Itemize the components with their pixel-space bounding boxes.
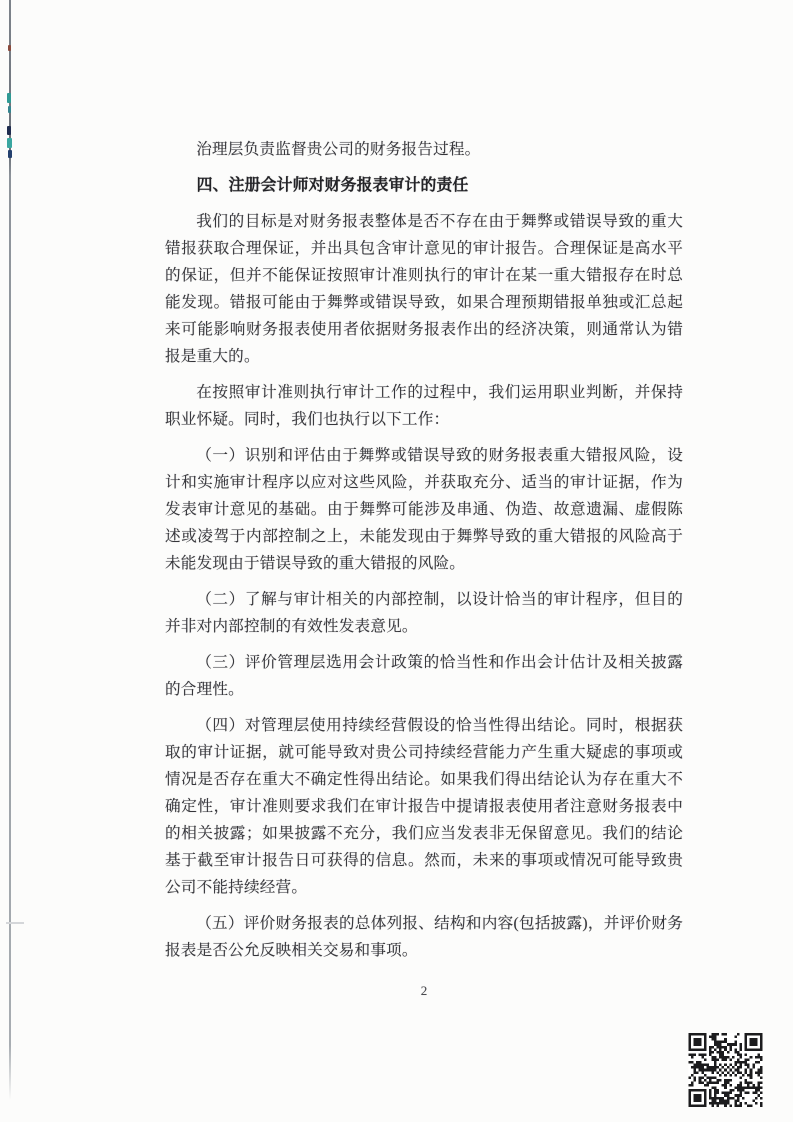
scan-speck xyxy=(8,150,12,158)
document-body xyxy=(165,136,683,973)
scan-speck xyxy=(7,138,12,148)
list-item-4: （四）对管理层使用持续经营假设的恰当性得出结论。同时，根据获取的审计证据，就可能导致对贵公司持续经营能力产生重大疑虑的事项或情况是否存在重大不确定性得出结论。如果我们得出结论认为存在重大不确定性，审计准则要求我们在审计报告中提请报表使用者注意财务报表中的相关披露；如果披露不充分，我们应当发表非无保留意见。我们的结论基于截至审计报告日可获得的信息。然而，未来的事项或情况可能导致贵公司不能持续经营。 xyxy=(165,717,683,896)
list-item-3: （三）评价管理层选用会计政策的恰当性和作出会计估计及相关披露的合理性。 xyxy=(165,654,683,698)
scan-speck xyxy=(7,93,11,103)
list-item-2: （二）了解与审计相关的内部控制，以设计恰当的审计程序，但目的并非对内部控制的有效性发表意见。 xyxy=(165,591,683,635)
qr-code-icon xyxy=(688,1033,763,1107)
scan-speck xyxy=(8,106,11,113)
page-number: 2 xyxy=(420,983,428,998)
section-heading: 四、注册会计师对财务报表审计的责任 xyxy=(196,177,469,194)
scan-tick-mark xyxy=(6,922,24,924)
scan-speck xyxy=(7,126,11,135)
paragraph-professional-judgment: 在按照审计准则执行审计工作的过程中，我们运用职业判断，并保持职业怀疑。同时，我们也执行以下工作： xyxy=(165,384,683,428)
list-item-5: （五）评价财务报表的总体列报、结构和内容(包括披露)，并评价财务报表是否公允反映相关交易和事项。 xyxy=(165,915,683,959)
list-item-1: （一）识别和评估由于舞弊或错误导致的财务报表重大错报风险，设计和实施审计程序以应对这些风险，并获取充分、适当的审计证据，作为发表审计意见的基础。由于舞弊可能涉及串通、伪造、故意遗漏、虚假陈述或凌驾于内部控制之上，未能发现由于舞弊导致的重大错报的风险高于未能发现由于错误导致的重大错报的风险。 xyxy=(165,447,683,572)
paragraph-objective: 我们的目标是对财务报表整体是否不存在由于舞弊或错误导致的重大错报获取合理保证，并出具包含审计意见的审计报告。合理保证是高水平的保证，但并不能保证按照审计准则执行的审计在某一重大错报存在时总能发现。错报可能由于舞弊或错误导致，如果合理预期错报单独或汇总起来可能影响财务报表使用者依据财务报表作出的经济决策，则通常认为错报是重大的。 xyxy=(165,213,683,365)
scan-speck xyxy=(8,45,11,51)
scan-edge-line xyxy=(9,0,11,1100)
intro-line: 治理层负责监督贵公司的财务报告过程。 xyxy=(196,141,481,158)
